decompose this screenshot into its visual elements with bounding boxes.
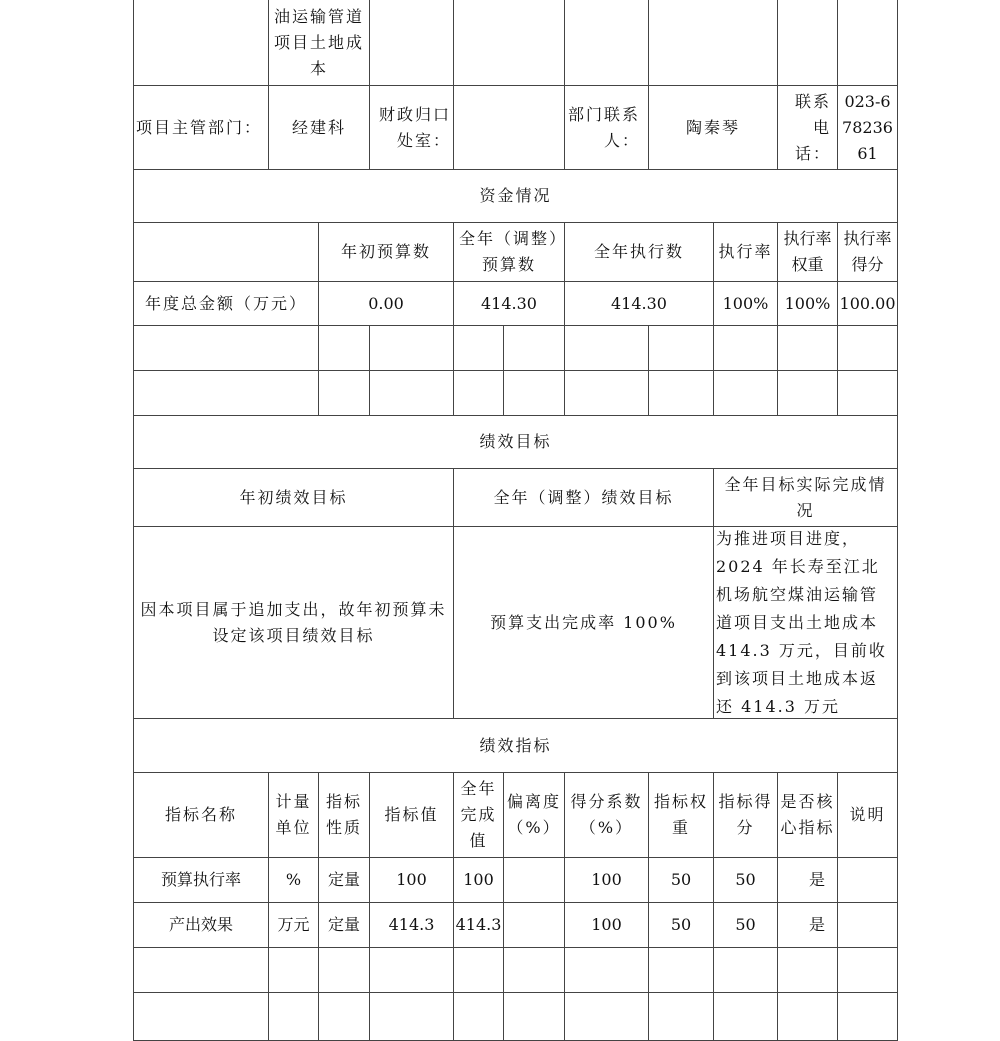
indicator-col-header	[648, 772, 714, 858]
goals-section-title	[133, 415, 898, 469]
cell-text: 全年完成值	[460, 779, 497, 850]
cell-text: 100	[463, 870, 494, 889]
empty-cell	[837, 992, 898, 1041]
indicator-cell	[133, 902, 269, 948]
cell-text: 414.3	[455, 915, 502, 934]
header-text: 全年执行数	[593, 242, 684, 261]
empty-cell	[713, 992, 778, 1041]
phone-value	[837, 85, 898, 170]
empty-cell	[777, 0, 838, 86]
funds-title-text: 资金情况	[479, 186, 552, 205]
empty-cell	[837, 0, 898, 86]
funds-col-header	[453, 222, 565, 282]
empty-cell	[713, 370, 778, 416]
empty-cell	[837, 325, 898, 371]
indicator-cell	[318, 857, 370, 903]
indicator-cell	[268, 902, 319, 948]
goal-text: 因本项目属于追加支出，故年初预算未设定该项目绩效目标	[140, 599, 447, 645]
cell-text: 定量	[327, 915, 360, 934]
cell-text: 指标值	[384, 805, 439, 824]
indicator-cell	[837, 857, 898, 903]
funds-value-executed	[564, 281, 714, 326]
row-label-text: 年度总金额（万元）	[144, 293, 307, 313]
indicator-cell	[564, 902, 649, 948]
cell-text: 50	[735, 870, 756, 889]
funds-col-header	[777, 222, 838, 282]
indicator-cell	[318, 902, 370, 948]
cell-text: 100	[591, 870, 622, 889]
phone-label-text: 联系电话：	[794, 91, 831, 163]
empty-cell	[268, 992, 319, 1041]
project-name-text: 油运输管道项目土地成本	[273, 6, 364, 78]
contact-label-text: 部门联系人：	[567, 104, 640, 150]
empty-cell	[133, 370, 319, 416]
empty-cell	[369, 325, 454, 371]
indicator-cell	[777, 902, 838, 948]
indicator-col-header	[369, 772, 454, 858]
empty-cell	[837, 370, 898, 416]
funds-value-score	[837, 281, 898, 326]
empty-cell	[268, 947, 319, 993]
empty-cell	[564, 992, 649, 1041]
funds-col-header	[837, 222, 898, 282]
phone-value-text: 023-67823661	[842, 91, 893, 163]
indicator-cell	[369, 902, 454, 948]
indicator-col-header	[133, 772, 269, 858]
empty-cell	[369, 947, 454, 993]
indicator-col-header	[453, 772, 504, 858]
contact-label	[564, 85, 649, 170]
empty-cell	[503, 325, 565, 371]
indicator-cell	[133, 857, 269, 903]
dept-value	[268, 85, 370, 170]
empty-cell	[133, 947, 269, 993]
value-text: 100%	[722, 293, 769, 313]
indicator-cell	[503, 902, 565, 948]
value-text: 414.30	[611, 293, 667, 313]
indicator-col-header	[777, 772, 838, 858]
empty-cell	[713, 947, 778, 993]
header-text: 年初预算数	[340, 242, 431, 261]
goals-col-header	[133, 468, 454, 527]
empty-cell	[369, 370, 454, 416]
cell-text: 指标性质	[325, 792, 362, 837]
indicator-cell	[564, 857, 649, 903]
empty-cell	[777, 325, 838, 371]
header-text: 执行率得分	[843, 229, 892, 274]
cell-text: 产出效果	[168, 915, 233, 934]
value-text: 0.00	[368, 293, 404, 313]
finance-label-text: 财政归口处室：	[378, 104, 451, 150]
indicator-cell	[713, 902, 778, 948]
finance-label	[369, 85, 454, 170]
cell-text: 50	[670, 870, 692, 889]
cell-text: 50	[670, 915, 692, 934]
goal-text: 为推进项目进度，2024 年长寿至江北机场航空煤油运输管道项目支出土地成本 414.3 万元，目前收到该项目土地成本返还 414.3 万元	[716, 528, 887, 716]
contact-value-text: 陶秦琴	[685, 117, 740, 137]
funds-value-adjusted	[453, 281, 565, 326]
cell-text: 是	[808, 870, 825, 889]
empty-cell	[777, 992, 838, 1041]
funds-row-label	[133, 281, 319, 326]
value-text: 100%	[784, 293, 831, 313]
indicator-col-header	[837, 772, 898, 858]
cell-text: 是否核心指标	[780, 792, 835, 837]
empty-cell	[318, 370, 370, 416]
cell-text: 50	[735, 915, 756, 934]
empty-cell	[453, 325, 504, 371]
empty-cell	[318, 992, 370, 1041]
empty-cell	[564, 947, 649, 993]
indicator-cell	[837, 902, 898, 948]
funds-value-weight	[777, 281, 838, 326]
empty-cell	[648, 370, 714, 416]
value-text: 414.30	[481, 293, 537, 313]
empty-cell	[777, 370, 838, 416]
empty-cell	[133, 325, 319, 371]
empty-cell	[133, 0, 269, 86]
funds-value-rate	[713, 281, 778, 326]
empty-cell	[453, 0, 565, 86]
empty-cell	[318, 325, 370, 371]
empty-cell	[453, 947, 504, 993]
header-text: 全年（调整）预算数	[458, 229, 559, 274]
value-text: 100.00	[839, 293, 896, 313]
goals-title-text: 绩效目标	[479, 432, 552, 451]
empty-cell	[648, 947, 714, 993]
cell-text: 414.3	[388, 915, 435, 934]
indicator-cell	[648, 857, 714, 903]
empty-cell	[369, 0, 454, 86]
goal-actual	[713, 526, 898, 719]
empty-cell	[564, 325, 649, 371]
header-text: 执行率	[718, 242, 773, 261]
indicator-cell	[648, 902, 714, 948]
header-text: 全年目标实际完成情况	[724, 474, 887, 520]
cell-text: 100	[591, 915, 622, 934]
empty-cell	[503, 947, 565, 993]
cell-text: 指标名称	[164, 805, 237, 824]
empty-cell	[453, 370, 504, 416]
goal-adjusted	[453, 526, 714, 719]
cell-text: 指标权重	[653, 792, 708, 837]
phone-label	[777, 85, 838, 170]
indicator-cell	[453, 857, 504, 903]
cell-text: 计量单位	[275, 792, 312, 837]
indicator-col-header	[564, 772, 649, 858]
funds-col-header	[713, 222, 778, 282]
empty-cell	[453, 992, 504, 1041]
indicator-col-header	[503, 772, 565, 858]
cell-text: 预算执行率	[160, 870, 241, 889]
dept-value-text: 经建科	[291, 117, 346, 137]
indicator-col-header	[713, 772, 778, 858]
finance-value	[453, 85, 565, 170]
empty-cell	[837, 947, 898, 993]
empty-cell	[564, 370, 649, 416]
indicator-cell	[369, 857, 454, 903]
cell-text: 是	[808, 915, 825, 934]
funds-section-title	[133, 169, 898, 223]
indicator-col-header	[268, 772, 319, 858]
header-text: 全年（调整）绩效目标	[493, 487, 674, 507]
header-text: 执行率权重	[783, 229, 832, 274]
empty-cell	[648, 325, 714, 371]
cell-text: 指标得分	[718, 792, 773, 837]
empty-cell	[713, 325, 778, 371]
empty-cell	[777, 947, 838, 993]
indicator-cell	[503, 857, 565, 903]
dept-label-text: 项目主管部门：	[136, 117, 263, 137]
goal-text: 预算支出完成率 100%	[490, 612, 677, 632]
cell-text: 说明	[849, 805, 886, 824]
empty-cell	[133, 222, 319, 282]
empty-cell	[369, 992, 454, 1041]
indicator-cell	[268, 857, 319, 903]
empty-cell	[503, 370, 565, 416]
funds-col-header	[318, 222, 454, 282]
indicator-cell	[713, 857, 778, 903]
goals-col-header	[713, 468, 898, 527]
cell-text: 万元	[277, 915, 310, 934]
indicator-cell	[777, 857, 838, 903]
funds-col-header	[564, 222, 714, 282]
empty-cell	[503, 992, 565, 1041]
header-text: 年初绩效目标	[239, 487, 348, 507]
empty-cell	[133, 992, 269, 1041]
project-name-cell	[268, 0, 370, 86]
indicators-section-title	[133, 718, 898, 773]
empty-cell	[564, 0, 649, 86]
dept-label	[133, 85, 269, 170]
cell-text: %	[285, 870, 302, 889]
cell-text: 定量	[327, 870, 360, 889]
cell-text: 得分系数（%）	[570, 792, 643, 837]
indicator-cell	[453, 902, 504, 948]
goals-col-header	[453, 468, 714, 527]
indicator-col-header	[318, 772, 370, 858]
funds-value-initial	[318, 281, 454, 326]
empty-cell	[318, 947, 370, 993]
goal-initial	[133, 526, 454, 719]
empty-cell	[648, 0, 778, 86]
empty-cell	[648, 992, 714, 1041]
cell-text: 100	[396, 870, 427, 889]
indicators-title-text: 绩效指标	[479, 735, 552, 755]
cell-text: 偏离度（%）	[506, 792, 561, 837]
contact-value	[648, 85, 778, 170]
